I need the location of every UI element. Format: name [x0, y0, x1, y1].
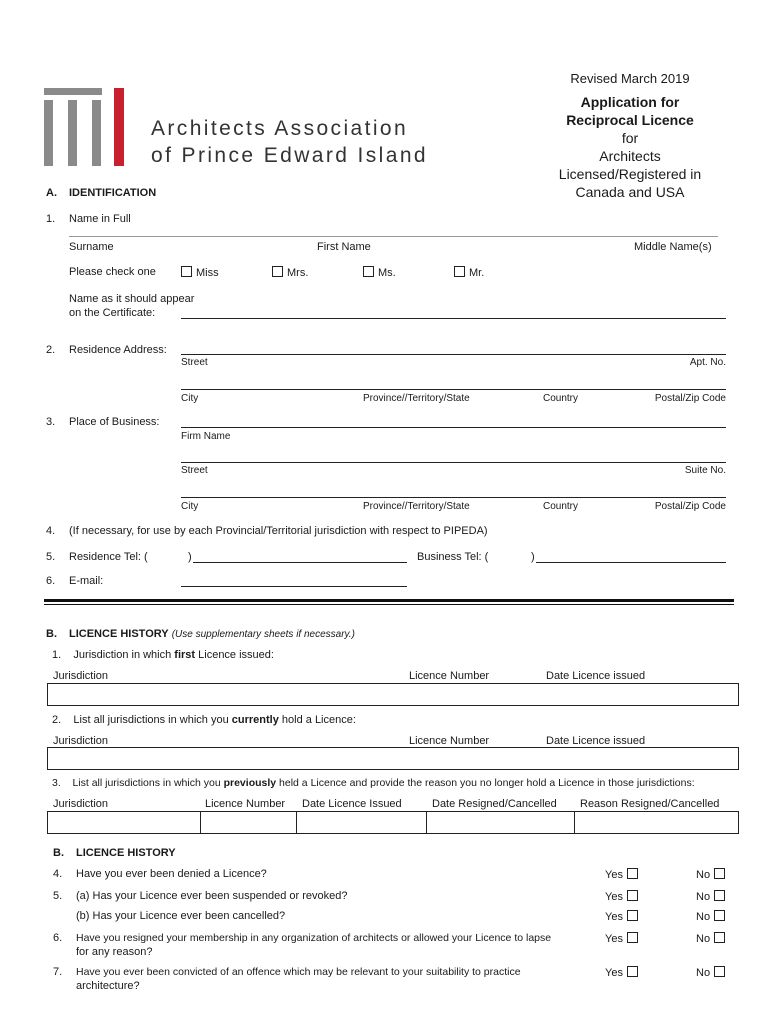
section-b-letter: B.	[46, 628, 57, 640]
table-cell-divider	[426, 812, 427, 833]
apt-label: Apt. No.	[689, 357, 726, 368]
business-tel-input[interactable]	[536, 562, 726, 563]
checkbox[interactable]	[627, 868, 638, 879]
q3-label: Place of Business:	[69, 416, 160, 428]
checkbox[interactable]	[272, 266, 283, 277]
question-text: Have you ever been denied a Licence?	[76, 868, 267, 880]
t2-col-date-issued: Date Licence issued	[546, 735, 646, 747]
street-label: Street	[181, 357, 208, 368]
business-tel-label: Business Tel: (	[417, 551, 489, 563]
surname-label: Surname	[69, 241, 114, 253]
q4-number: 4.	[46, 525, 56, 537]
checkbox[interactable]	[627, 932, 638, 943]
email-input[interactable]	[181, 586, 407, 587]
no-option[interactable]: No	[696, 890, 725, 903]
b-q1: 1. Jurisdiction in which first Licence issued:	[52, 649, 274, 661]
title-option-miss[interactable]: Miss	[181, 266, 219, 279]
q4-text: (If necessary, for use by each Provincial/Territorial jurisdiction with respect to PIPEDA)	[69, 525, 488, 537]
street-label-business: Street	[181, 465, 208, 476]
yes-option[interactable]: Yes	[605, 890, 638, 903]
certificate-name-input[interactable]	[181, 318, 726, 319]
checkbox[interactable]	[627, 910, 638, 921]
form-title-line2: Reciprocal Licence	[566, 112, 694, 128]
logo-pillar-3	[92, 100, 101, 166]
form-subtitle-1: for	[621, 130, 639, 146]
check-one-label: Please check one	[69, 266, 156, 278]
question-number: 6.	[53, 932, 63, 944]
form-title-line1: Application for	[580, 94, 680, 110]
checkbox[interactable]	[714, 910, 725, 921]
residence-street-input[interactable]	[181, 354, 726, 355]
residence-city-input[interactable]	[181, 389, 726, 390]
country-label: Country	[543, 393, 579, 404]
question-number: 7.	[53, 966, 63, 978]
b-q3: 3. List all jurisdictions in which you previously held a Licence and provide the reason you no longer hold a Licence in those jurisdictions:	[52, 777, 695, 789]
suite-label: Suite No.	[684, 465, 726, 476]
section-a-letter: A.	[46, 187, 57, 199]
no-option[interactable]: No	[696, 932, 725, 945]
section-divider-thick	[44, 599, 734, 602]
t3-col-date-resigned: Date Resigned/Cancelled	[432, 798, 557, 810]
form-subtitle-4: Canada and USA	[575, 184, 685, 200]
title-option-mr[interactable]: Mr.	[454, 266, 484, 279]
q6-number: 6.	[46, 575, 56, 587]
checkbox[interactable]	[627, 890, 638, 901]
checkbox[interactable]	[627, 966, 638, 977]
question-text: (b) Has your Licence ever been cancelled?	[76, 910, 286, 922]
section-b-heading: LICENCE HISTORY (Use supplementary sheets if necessary.)	[69, 628, 355, 640]
province-label-business: Province//Territory/State	[363, 501, 470, 512]
business-street-input[interactable]	[181, 462, 726, 463]
yes-option[interactable]: Yes	[605, 868, 638, 881]
org-name-line2: of Prince Edward Island	[151, 144, 428, 167]
no-option[interactable]: No	[696, 966, 725, 979]
checkbox[interactable]	[714, 890, 725, 901]
table-cell-divider	[200, 812, 201, 833]
checkbox[interactable]	[454, 266, 465, 277]
residence-tel-paren: )	[188, 551, 192, 563]
residence-tel-label: Residence Tel: (	[69, 551, 148, 563]
t1-col-jurisdiction: Jurisdiction	[53, 670, 109, 682]
t2-col-licence-number: Licence Number	[409, 735, 490, 747]
city-label: City	[181, 393, 199, 404]
firm-name-input[interactable]	[181, 427, 726, 428]
table-cell-divider	[574, 812, 575, 833]
no-option[interactable]: No	[696, 910, 725, 923]
checkbox[interactable]	[714, 932, 725, 943]
question-text: (a) Has your Licence ever been suspended or revoked?	[76, 890, 348, 902]
no-option[interactable]: No	[696, 868, 725, 881]
yes-option[interactable]: Yes	[605, 910, 638, 923]
section-b2-letter: B.	[53, 847, 64, 859]
q2-label: Residence Address:	[69, 344, 167, 356]
certificate-name-label-2: on the Certificate:	[69, 307, 156, 319]
email-label: E-mail:	[69, 575, 104, 587]
middle-names-label: Middle Name(s)	[634, 241, 712, 253]
certificate-name-label-1: Name as it should appear	[69, 293, 195, 305]
b-q2: 2. List all jurisdictions in which you currently hold a Licence:	[52, 714, 356, 726]
form-subtitle-2: Architects	[599, 148, 661, 164]
firm-name-label: Firm Name	[181, 431, 231, 442]
title-option-ms[interactable]: Ms.	[363, 266, 396, 279]
first-name-label: First Name	[317, 241, 371, 253]
revised-date: Revised March 2019	[570, 71, 690, 86]
question-text: Have you resigned your membership in any organization of architects or allowed your Licence to lapse	[76, 932, 552, 944]
checkbox[interactable]	[714, 966, 725, 977]
t3-col-date-issued: Date Licence Issued	[302, 798, 402, 810]
province-label: Province//Territory/State	[363, 393, 470, 404]
full-name-input-line[interactable]	[69, 236, 718, 237]
logo	[44, 88, 126, 166]
checkbox[interactable]	[181, 266, 192, 277]
section-b2-heading: LICENCE HISTORY	[76, 847, 176, 859]
checkbox[interactable]	[363, 266, 374, 277]
t3-col-reason: Reason Resigned/Cancelled	[580, 798, 720, 810]
t1-col-licence-number: Licence Number	[409, 670, 490, 682]
question-text-cont: for any reason?	[76, 946, 153, 958]
yes-option[interactable]: Yes	[605, 932, 638, 945]
current-licence-table-row[interactable]	[47, 747, 739, 770]
form-subtitle-3: Licensed/Registered in	[558, 166, 702, 182]
residence-tel-input[interactable]	[193, 562, 407, 563]
table-cell-divider	[296, 812, 297, 833]
org-name-line1: Architects Association	[151, 117, 409, 140]
country-label-business: Country	[543, 501, 579, 512]
postal-label-business: Postal/Zip Code	[654, 501, 726, 512]
postal-label: Postal/Zip Code	[654, 393, 726, 404]
logo-pillar-red	[114, 88, 124, 166]
t1-col-date-issued: Date Licence issued	[546, 670, 646, 682]
section-b-note: (Use supplementary sheets if necessary.)	[171, 629, 355, 640]
section-divider-thin	[44, 604, 734, 605]
t3-col-licence-number: Licence Number	[205, 798, 286, 810]
question-text-cont: architecture?	[76, 980, 140, 992]
logo-bar-top	[44, 88, 102, 95]
city-label-business: City	[181, 501, 199, 512]
previous-licence-table-row[interactable]	[47, 811, 739, 834]
checkbox[interactable]	[714, 868, 725, 879]
q5-number: 5.	[46, 551, 56, 563]
section-a-heading: IDENTIFICATION	[69, 187, 157, 199]
business-city-input[interactable]	[181, 497, 726, 498]
logo-pillar-1	[44, 100, 53, 166]
q2-number: 2.	[46, 344, 56, 356]
q3-number: 3.	[46, 416, 56, 428]
first-licence-table-row[interactable]	[47, 683, 739, 706]
question-text: Have you ever been convicted of an offence which may be relevant to your suitability to practice	[76, 966, 521, 978]
business-tel-paren: )	[531, 551, 535, 563]
t3-col-jurisdiction: Jurisdiction	[53, 798, 109, 810]
question-number: 5.	[53, 890, 63, 902]
yes-option[interactable]: Yes	[605, 966, 638, 979]
t2-col-jurisdiction: Jurisdiction	[53, 735, 109, 747]
q1-label: Name in Full	[69, 213, 131, 225]
question-number: 4.	[53, 868, 63, 880]
q1-number: 1.	[46, 213, 56, 225]
title-option-mrs[interactable]: Mrs.	[272, 266, 308, 279]
logo-pillar-2	[68, 100, 77, 166]
